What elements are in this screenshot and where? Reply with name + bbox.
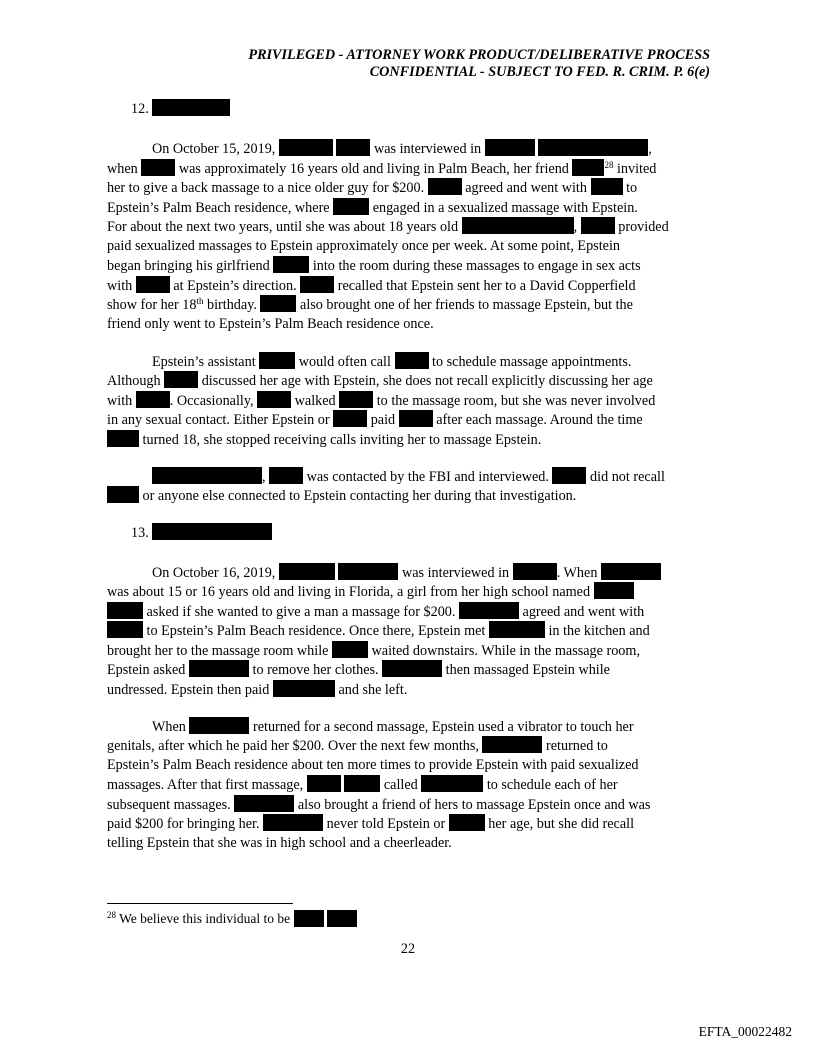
redaction [513,563,557,580]
redaction [164,371,198,388]
text-line: Although discussed her age with Epstein, she does not recall explicitly discussing her age [107,373,653,389]
text-line: paid $200 for bringing her. never told Epstein or her age, but she did recall [107,816,635,832]
text-line: asked if she wanted to give a man a massage for $200. agreed and went with [107,602,709,621]
redaction [196,99,230,116]
text-line: telling Epstein that she was in high school and a cheerleader. [107,835,452,851]
redaction [395,352,429,369]
redaction [136,276,170,293]
redaction [189,717,249,734]
redaction [382,660,442,677]
text-line: , was contacted by the FBI and interviewed. did not recall [107,467,709,486]
redaction [591,178,623,195]
redaction [339,391,373,408]
footnote-number: 28 [107,910,116,920]
redaction [263,814,323,831]
privilege-header-line-2: CONFIDENTIAL - SUBJECT TO FED. R. CRIM. P. 6(e) [369,64,710,80]
text-line: show for her 18th birthday. also brought one of her friends to massage Epstein, but the [107,296,633,313]
privilege-header-line-1: PRIVILEGED - ATTORNEY WORK PRODUCT/DELIBERATIVE PROCESS [248,47,710,63]
redaction [307,775,341,792]
redaction [332,641,368,658]
redaction [327,910,357,927]
redaction [152,467,262,484]
redaction [107,621,143,638]
redaction [152,523,212,540]
redaction [273,256,309,273]
text-line: her to give a back massage to a nice older guy for $200. agreed and went with to [107,180,638,196]
redaction [107,486,139,503]
section-number: 12. [131,101,149,117]
redaction [260,295,296,312]
redaction [338,563,398,580]
text-line: undressed. Epstein then paid and she left. [107,682,408,698]
redaction [552,467,586,484]
redaction [279,563,335,580]
footnote-ref: 28 [604,160,614,170]
redaction [141,159,175,176]
text-line: or anyone else connected to Epstein contacting her during that investigation. [107,486,709,505]
text-line: Epstein asked to remove her clothes. then massaged Epstein while [107,662,610,678]
text-line: paid sexualized massages to Epstein approximately once per week. At some point, Epstein [107,238,620,254]
redaction [107,602,143,619]
section-number: 13. [131,525,149,541]
text-line: On October 15, 2019, was interviewed in , [152,141,652,157]
redaction [136,391,170,408]
redaction [273,680,335,697]
redaction [421,775,483,792]
redaction [269,467,303,484]
text-line: with . Occasionally, walked to the massage room, but she was never involved [107,393,656,409]
text-line: For about the next two years, until she was about 18 years old , provided [107,219,669,235]
redaction [482,736,542,753]
text-line: Epstein’s Palm Beach residence, where engaged in a sexualized massage with Epstein. [107,200,638,216]
redaction [336,139,370,156]
text-line: Epstein’s assistant would often call to schedule massage appointments. [152,354,632,370]
bates-number: EFTA_00022482 [698,1024,792,1039]
redaction [234,795,294,812]
redaction [189,660,249,677]
text-line: friend only went to Epstein’s Palm Beach residence once. [107,316,434,332]
redaction [538,139,648,156]
text-line: On October 16, 2019, was interviewed in . When [107,563,709,582]
redaction [152,99,196,116]
text-line: with at Epstein’s direction. recalled that Epstein sent her to a David Copperfield [107,278,636,294]
redaction [257,391,291,408]
redaction [333,198,369,215]
redaction [449,814,485,831]
redaction [489,621,545,638]
text-line: when was approximately 16 years old and living in Palm Beach, her friend $^{28}$ invited [107,160,657,177]
redaction [594,582,634,599]
redaction [212,523,272,540]
text-line: began bringing his girlfriend into the room during these massages to engage in sex acts [107,258,641,274]
redaction [459,602,519,619]
redaction [399,410,433,427]
text-line: in any sexual contact. Either Epstein or paid after each massage. Around the time [107,412,643,428]
text-line: turned 18, she stopped receiving calls inviting her to massage Epstein. [107,430,709,449]
redaction [462,217,574,234]
text-line: genitals, after which he paid her $200. Over the next few months, returned to [107,738,608,754]
redaction [601,563,661,580]
text-line: brought her to the massage room while waited downstairs. While in the massage room, [107,643,640,659]
text-line: Epstein’s Palm Beach residence about ten more times to provide Epstein with paid sexualized [107,757,639,773]
text-line: When returned for a second massage, Epstein used a vibrator to touch her [152,719,634,735]
redaction [572,159,604,176]
section-13-heading [131,523,272,542]
redaction [259,352,295,369]
redaction [485,139,535,156]
footnote-separator [107,903,293,904]
redaction [107,430,139,447]
text-line: massages. After that first massage, called to schedule each of her [107,777,618,793]
section-12-heading [131,99,230,118]
redaction [279,139,333,156]
footnote: $^{28}$ We believe this individual to be [107,910,357,927]
text-line: subsequent massages. also brought a friend of hers to massage Epstein once and was [107,797,651,813]
text-line: to Epstein’s Palm Beach residence. Once there, Epstein met in the kitchen and [107,621,709,640]
redaction [300,276,334,293]
redaction [344,775,380,792]
redaction [333,410,367,427]
redaction [294,910,324,927]
text-line: was about 15 or 16 years old and living in Florida, a girl from her high school named [107,582,709,601]
redaction [581,217,615,234]
redaction [428,178,462,195]
page-number: 22 [400,941,416,957]
